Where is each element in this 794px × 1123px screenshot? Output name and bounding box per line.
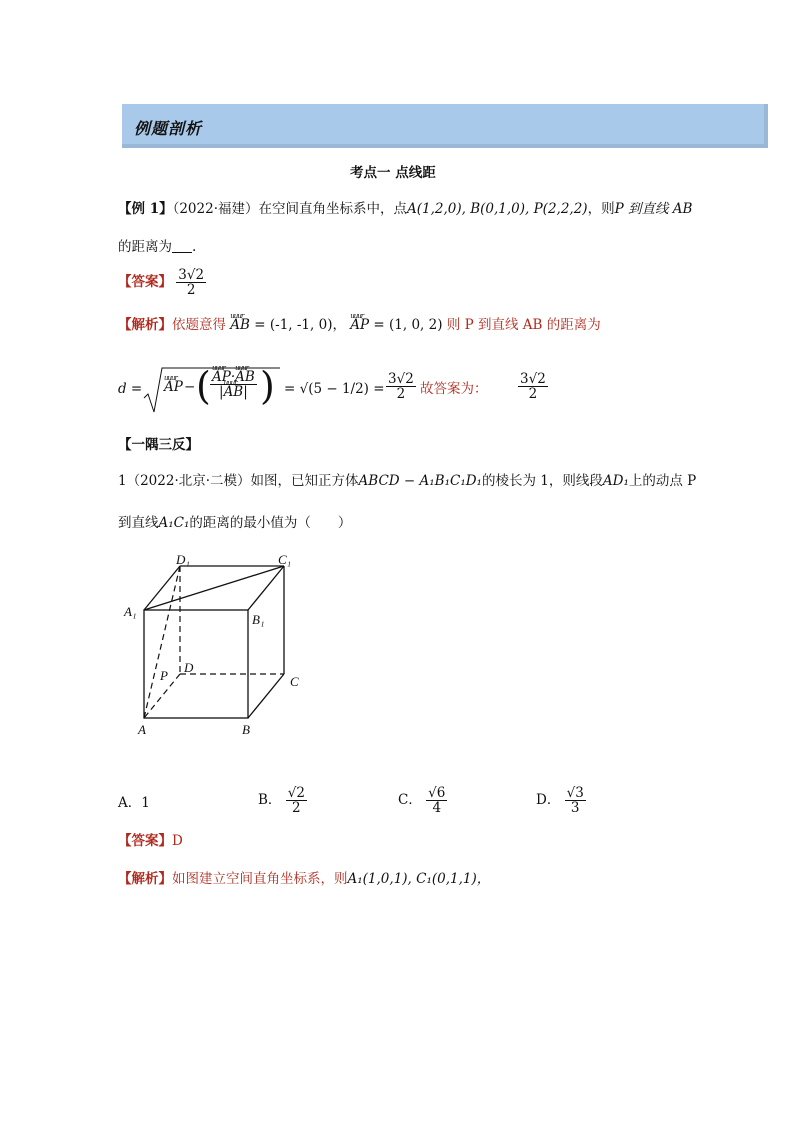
option-b-frac (286, 786, 307, 815)
option-d-num: √3 (566, 785, 584, 801)
formula-tail: 故答案为： (420, 381, 488, 397)
formula-result-den: 2 (396, 386, 406, 402)
formula-paren-left: ( (196, 364, 211, 408)
practice-q-line2a: 到直线 (118, 515, 159, 531)
example1-line2 (118, 238, 196, 256)
practice-line: A₁C₁ (158, 515, 190, 531)
label-p: P (160, 668, 168, 683)
practice-answer (118, 832, 183, 850)
formula-final-num: 3√2 (520, 371, 546, 387)
option-b-label: B． (258, 792, 282, 808)
example1-answer-den: 2 (186, 282, 196, 298)
formula-result-frac (386, 372, 416, 401)
formula-projection-num: uuur AP·uuur AB (210, 370, 257, 385)
formula-paren-right: ) (260, 364, 275, 408)
example1-answer (118, 268, 206, 297)
example1-line2-text: 的距离为 (118, 239, 172, 255)
label-d: D (184, 660, 194, 675)
vector-ap: uuur AP (350, 316, 369, 334)
label-b: B (242, 722, 250, 737)
formula-d: d = (118, 381, 143, 397)
example1-analysis (118, 316, 601, 334)
option-b (258, 786, 307, 815)
vector-ab-value: = (-1, -1, 0)， (254, 317, 346, 333)
option-a-value: 1 (141, 795, 150, 811)
practice-question-line1 (118, 472, 696, 490)
practice-segment: AD₁ (602, 473, 629, 489)
cube-figure (118, 552, 328, 742)
practice-analysis-points: A₁(1,0,1), C₁(0,1,1)， (347, 871, 491, 887)
formula-minus: − (184, 379, 196, 395)
example1-analysis-tag: 【解析】 (118, 317, 172, 333)
formula-result-num: 3√2 (388, 371, 414, 387)
example1-line1 (118, 200, 692, 218)
banner-title: 例题剖析 (134, 119, 203, 138)
option-c-num: √6 (428, 785, 446, 801)
vector-ab: uuur AB (230, 316, 250, 334)
example1-answer-tag: 【答案】 (118, 274, 172, 290)
option-d-label: D． (536, 792, 561, 808)
formula-final-den: 2 (528, 386, 538, 402)
example1-tag: 【例 1】 (118, 201, 173, 217)
option-a-label: A． (118, 795, 142, 811)
label-d1: D₁ (176, 552, 190, 567)
option-b-den: 2 (292, 800, 301, 816)
option-c-den: 4 (432, 800, 442, 816)
practice-answer-tag: 【答案】 (118, 833, 172, 849)
vector-ap-value: = (1, 0, 2) (373, 317, 443, 333)
practice-q-mid: 的棱长为 1，则线段 (481, 473, 603, 489)
example1-period: . (192, 239, 197, 255)
edge-c1b1 (248, 566, 284, 610)
option-d (536, 786, 586, 815)
example1-source: （2022·福建） (172, 201, 259, 217)
formula-mid: = √(5 − 1/2) = (284, 381, 385, 397)
example1-text1: 在空间直角坐标系中，点 (258, 201, 407, 217)
formula-projection-den: |uuur AB| (210, 385, 257, 399)
label-a1: A₁ (124, 604, 137, 619)
example1-text3: P 到直线 AB (614, 201, 693, 217)
option-d-frac (565, 786, 586, 815)
option-c-label: C． (398, 792, 422, 808)
option-b-num: √2 (287, 785, 305, 801)
practice-q-tail: 上的动点 P (628, 473, 697, 489)
example1-answer-frac (176, 268, 206, 297)
option-d-den: 3 (570, 800, 580, 816)
label-c1: C₁ (278, 552, 292, 567)
formula-projection-frac (210, 370, 257, 399)
section-banner (122, 104, 768, 148)
example1-text2: ，则 (587, 201, 615, 217)
answer-blank (172, 240, 192, 253)
practice-tag: 【一隅三反】 (118, 437, 199, 453)
practice-q-prefix: 1（2022·北京·二模）如图，已知正方体 (118, 473, 359, 489)
practice-q-line2b: 的距离的最小值为（ ） (189, 515, 352, 531)
label-c: C (290, 674, 299, 689)
option-c-frac (426, 786, 447, 815)
practice-cube-name: ABCD − A₁B₁C₁D₁ (358, 473, 482, 489)
label-a: A (138, 722, 146, 737)
practice-question-line2 (118, 514, 351, 532)
example1-analysis-text1: 依题意得 (172, 317, 226, 333)
example1-analysis-text2: 则 P 到直线 AB 的距离为 (446, 317, 601, 333)
practice-answer-value: D (172, 833, 183, 849)
option-c (398, 786, 447, 815)
cube-front-face (144, 610, 248, 718)
label-b1: B₁ (252, 612, 265, 627)
edge-cb (248, 674, 284, 718)
diag-a1c1 (144, 566, 284, 610)
option-a (118, 794, 150, 812)
practice-analysis-text: 如图建立空间直角坐标系，则 (172, 871, 348, 887)
section-title: 考点一 点线距 (350, 165, 436, 181)
example1-points: A(1,2,0), B(0,1,0), P(2,2,2) (407, 201, 588, 217)
practice-analysis (118, 870, 490, 888)
example1-answer-num: 3√2 (178, 267, 205, 283)
formula-final-frac (518, 372, 548, 401)
formula-ap-squared: uuur AP (164, 378, 183, 396)
practice-analysis-tag: 【解析】 (118, 871, 172, 887)
